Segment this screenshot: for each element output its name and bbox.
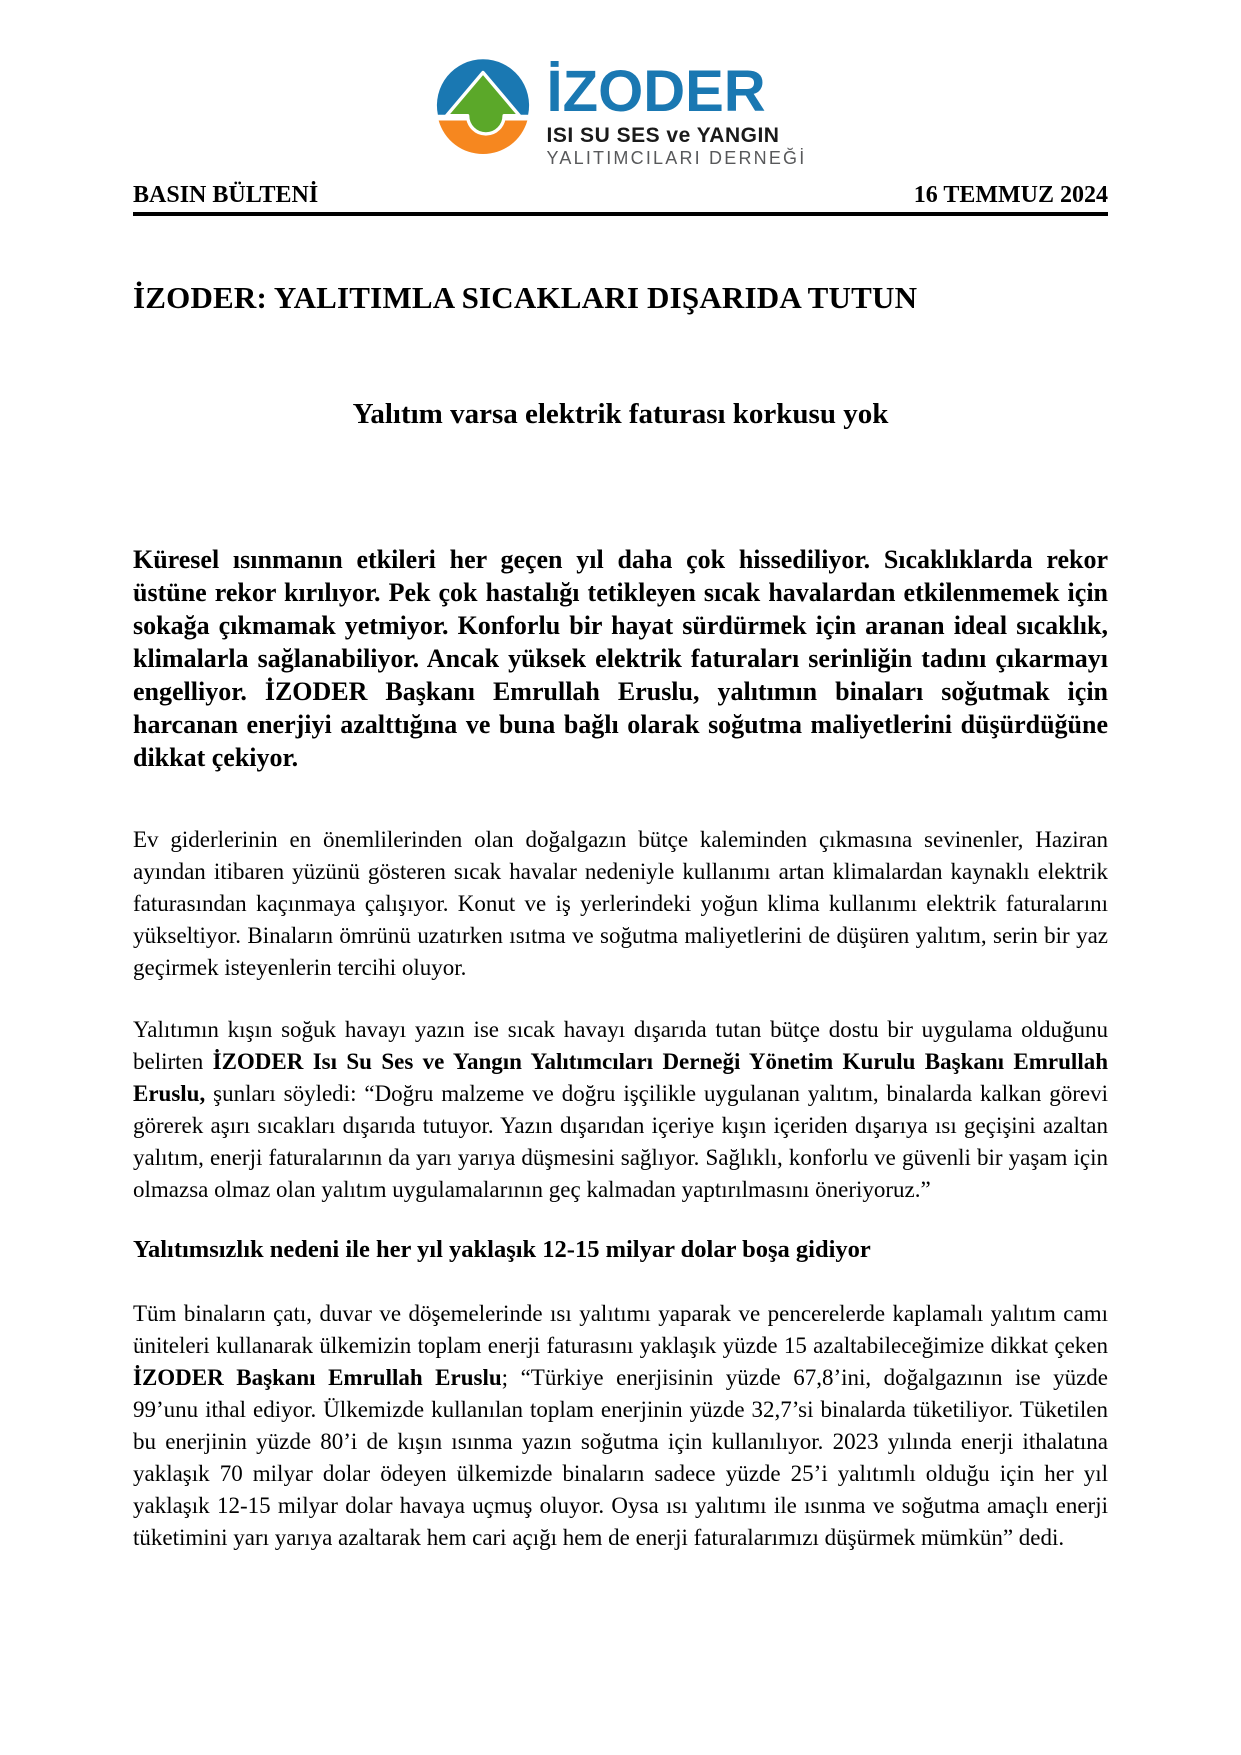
body-paragraph-3: Tüm binaların çatı, duvar ve döşemelerinde ısı yalıtımı yaparak ve pencerelerde kaplamalı yalıtım camı üniteleri kullanarak ülkemizin toplam enerji faturasını yaklaşık yüzde 15 azaltabileceğimize dikkat çeken İZODER Başkanı Emrullah Eruslu; “Türkiye enerjisinin yüzde 67,8’ini, doğalgazının ise yüzde 99’unu ithal ediyor. Ülkemizde kullanılan toplam enerjinin yüzde 32,7’si binalarda tüketiliyor. Tüketilen bu enerjinin yüzde 80’i de kışın ısınma yazın soğutma için kullanılıyor. 2023 yılında enerji ithalatına yaklaşık 70 milyar dolar ödeyen ülkemizde binaların sadece yüzde 25’i yalıtımlı olduğu için her yıl yaklaşık 12-15 milyar dolar havaya uçmuş oluyor. Oysa ısı yalıtımı ile ısınma ve soğutma amaçlı enerji tüketimini yarı yarıya azaltarak hem cari açığı hem de enerji faturalarımızı düşürmek mümkün” dedi. (133, 1301, 1108, 1550)
press-header-row (133, 182, 1108, 216)
izoder-logo (133, 58, 1108, 168)
body-paragraph-2: Yalıtımın kışın soğuk havayı yazın ise sıcak havayı dışarıda tutan bütçe dostu bir uygulama olduğunu belirten İZODER Isı Su Ses ve Yangın Yalıtımcıları Derneği Yönetim Kurulu Başkanı Emrullah Eruslu, şunları söyledi: “Doğru malzeme ve doğru işçilikle uygulanan yalıtım, binalarda kalkan görevi görerek aşırı sıcakları dışarıda tutuyor. Yazın dışarıdan içeriye kışın içeriden dışarıya ısı geçişini azaltan yalıtım, enerji faturalarının da yarı yarıya düşmesini sağlıyor. Sağlıklı, konforlu ve güvenli bir yaşam için olmazsa olmaz olan yalıtım uygulamalarının geç kalmadan yaptırılmasını öneriyoruz.” (133, 1017, 1108, 1202)
izoder-logo-name: İZODER (546, 59, 766, 124)
section-heading: Yalıtımsızlık nedeni ile her yıl yaklaşık 12-15 milyar dolar boşa gidiyor (133, 1236, 871, 1263)
izoder-logo-subtitle-2: YALITIMCILARI DERNEĞİ (546, 148, 807, 168)
press-date: 16 TEMMUZ 2024 (913, 182, 1108, 208)
izoder-logo-text (547, 58, 807, 168)
body-paragraph-1: Ev giderlerinin en önemlilerinden olan doğalgazın bütçe kaleminden çıkmasına sevinenler, Haziran ayından itibaren yüzünü gösteren sıcak havalar nedeniyle kullanımı artan klimalardan kaynaklı elektrik faturasından kaçınmaya çalışıyor. Konut ve iş yerlerindeki yoğun klima kullanımı elektrik faturalarını yükseltiyor. Binaların ömrünü uzatırken ısıtma ve soğutma maliyetlerini de düşüren yalıtım, serin bir yaz geçirmek isteyenlerin tercihi oluyor. (133, 827, 1108, 980)
lead-paragraph: Küresel ısınmanın etkileri her geçen yıl daha çok hissediliyor. Sıcaklıklarda rekor üstüne rekor kırılıyor. Pek çok hastalığı tetikleyen sıcak havalardan etkilenmemek için sokağa çıkmamak yetmiyor. Konforlu bir hayat sürdürmek için aranan ideal sıcaklık, klimalarla sağlanabiliyor. Ancak yüksek elektrik faturaları serinliğin tadını çıkarmayı engelliyor. İZODER Başkanı Emrullah Eruslu, yalıtımın binaları soğutmak için harcanan enerjiyi azalttığına ve buna bağlı olarak soğutma maliyetlerini düşürdüğüne dikkat çekiyor. (133, 545, 1108, 772)
izoder-logo-subtitle-1: ISI SU SES ve YANGIN (546, 124, 780, 147)
document-subtitle: Yalıtım varsa elektrik faturası korkusu yok (352, 398, 889, 430)
document-title: İZODER: YALITIMLA SICAKLARI DIŞARIDA TUTUN (133, 280, 918, 315)
press-bulletin-label: BASIN BÜLTENİ (133, 182, 319, 208)
izoder-logo-icon (435, 58, 531, 158)
